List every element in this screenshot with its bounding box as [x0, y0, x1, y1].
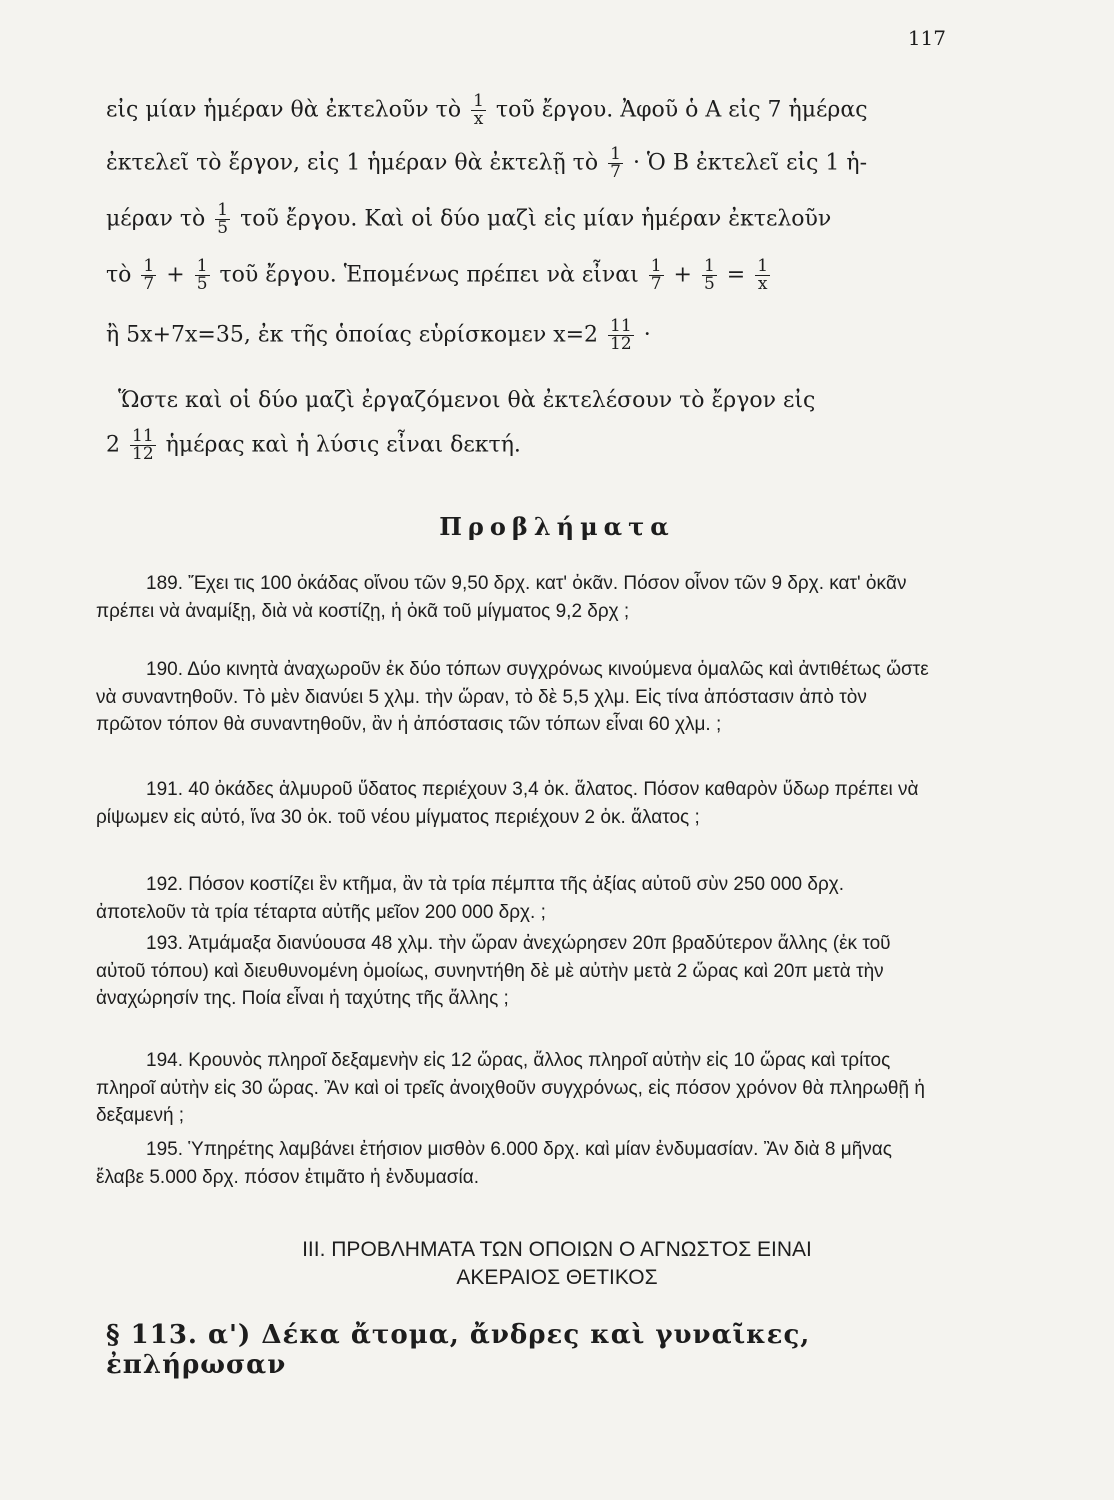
fraction-numerator: 11: [610, 316, 632, 336]
fraction-numerator: 1: [703, 256, 715, 276]
problem-191: [96, 776, 938, 831]
problem-193: [96, 930, 938, 1013]
intro-line-6: Ὥστε καὶ οἱ δύο μαζὶ ἐργαζόμενοι θὰ ἐκτελέσουν τὸ ἔργον εἰς: [118, 388, 816, 413]
fraction: [471, 93, 486, 128]
intro-text: τοῦ ἔργου. Καὶ οἱ δύο μαζὶ εἰς μίαν ἡμέραν ἐκτελοῦν: [240, 206, 832, 232]
fraction: [608, 318, 634, 353]
problem-190: [96, 656, 938, 739]
intro-line-4: [106, 258, 938, 293]
fraction: [755, 258, 770, 293]
fraction: [702, 258, 717, 293]
problem-194: [96, 1047, 938, 1130]
intro-line-1: [106, 93, 938, 128]
fraction-numerator: 11: [132, 426, 154, 446]
problem-text: 192. Πόσον κοστίζει ἓν κτῆμα, ἂν τὰ τρία πέμπτα τῆς ἀξίας αὐτοῦ σὺν 250 000 δρχ. ἀποτελοῦν τὰ τρία τέταρτα αὐτῆς μεῖον 200 000 δρχ. ;: [96, 874, 845, 923]
chapter-heading-line-1: ΙΙΙ. ΠΡΟΒΛΗΜΑΤΑ ΤΩΝ ΟΠΟΙΩΝ Ο ΑΓΝΩΣΤΟΣ ΕΙΝΑΙ: [302, 1238, 812, 1261]
fraction-numerator: 1: [610, 144, 621, 164]
chapter-heading-line-2: ΑΚΕΡΑΙΟΣ ΘΕΤΙΚΟΣ: [456, 1266, 658, 1289]
fraction-denominator: 12: [132, 444, 154, 464]
fraction-denominator: 5: [196, 274, 208, 294]
intro-line-7: [106, 428, 938, 463]
problem-text: 194. Κρουνὸς πληροῖ δεξαμενὴν εἰς 12 ὥρας, ἄλλος πληροῖ αὐτὴν εἰς 10 ὥρας καὶ τρίτος πληροῖ αὐτὴν εἰς 30 ὥρας. Ἂν καὶ οἱ τρεῖς ἀνοιχθοῦν συγχρόνως, εἰς πόσον χρόνον θὰ πληρωθῇ ἡ δεξαμενή ;: [96, 1050, 925, 1127]
problem-text: 190. Δύο κινητὰ ἀναχωροῦν ἐκ δύο τόπων συγχρόνως κινούμενα ὁμαλῶς καὶ ἀντιθέτως ὥστε νὰ συναντηθοῦν. Τὸ μὲν διανύει 5 χλμ. τὴν ὥραν, τὸ δὲ 5,5 χλμ. Εἰς τίνα ἀπόστασιν ἀπὸ τὸν πρῶτον τόπον θὰ συναντηθοῦν, ἂν ἡ ἀπόστασις τῶν τόπων εἶναι 60 χλμ. ;: [96, 659, 929, 736]
intro-text: 2: [106, 432, 120, 458]
fraction-denominator: x: [473, 109, 484, 129]
fraction-denominator: x: [757, 274, 768, 294]
intro-text: ·: [643, 322, 651, 348]
intro-text: · Ὁ Β ἐκτελεῖ εἰς 1 ἡ-: [632, 150, 868, 176]
fraction-numerator: 1: [650, 256, 662, 276]
fraction-denominator: 7: [143, 274, 155, 294]
page-number: 117: [907, 26, 946, 50]
fraction-denominator: 5: [217, 218, 229, 238]
fraction-denominator: 7: [610, 162, 621, 182]
section-title: Προβλήματα: [439, 512, 675, 541]
intro-text: ἡμέρας καὶ ἡ λύσις εἶναι δεκτή.: [165, 432, 521, 458]
fraction: [608, 146, 623, 181]
fraction-denominator: 12: [610, 334, 632, 354]
intro-text: εἰς μίαν ἡμέραν θὰ ἐκτελοῦν τὸ: [106, 97, 462, 123]
fraction-denominator: 7: [650, 274, 662, 294]
fraction: [130, 428, 156, 463]
fraction-numerator: 1: [143, 256, 155, 276]
paragraph-heading: § 113. α') Δέκα ἄτομα, ἄνδρες καὶ γυναῖκες, ἐπλήρωσαν: [106, 1320, 811, 1380]
intro-text: τοῦ ἔργου. Ἀφοῦ ὁ Α εἰς 7 ἡμέρας: [495, 97, 868, 123]
problem-text: 191. 40 ὀκάδες ἁλμυροῦ ὕδατος περιέχουν 3,4 ὀκ. ἅλατος. Πόσον καθαρὸν ὕδωρ πρέπει νὰ ρίψωμεν εἰς αὐτό, ἵνα 30 ὀκ. τοῦ νέου μίγματος περιέχουν 2 ὀκ. ἅλατος ;: [96, 779, 919, 828]
plus-sign: +: [166, 262, 185, 288]
equals-sign: =: [726, 262, 746, 288]
fraction: [141, 258, 156, 293]
plus-sign: +: [673, 262, 692, 288]
intro-line-5: [106, 318, 938, 353]
fraction-numerator: 1: [217, 200, 229, 220]
fraction-numerator: 1: [757, 256, 769, 276]
intro-text: μέραν τὸ: [106, 206, 206, 232]
fraction-numerator: 1: [473, 91, 484, 111]
problem-195: [96, 1136, 938, 1191]
fraction: [649, 258, 664, 293]
problem-text: 189. Ἔχει τις 100 ὀκάδας οἴνου τῶν 9,50 δρχ. κατ' ὀκᾶν. Πόσον οἶνον τῶν 9 δρχ. κατ' ὀκᾶν πρέπει νὰ ἀναμίξῃ, διὰ νὰ κοστίζῃ, ἡ ὀκᾶ τοῦ μίγματος 9,2 δρχ ;: [96, 573, 907, 622]
problem-text: 193. Ἀτμάμαξα διανύουσα 48 χλμ. τὴν ὥραν ἀνεχώρησεν 20π βραδύτερον ἄλλης (ἐκ τοῦ αὐτοῦ τόπου) καὶ διευθυνομένη ὁμοίως, συνηντήθη δὲ μὲ αὐτὴν μετὰ 2 ὥρας καὶ 20π μετὰ τὴν ἀναχώρησίν της. Ποία εἶναι ἡ ταχύτης τῆς ἄλλης ;: [96, 933, 891, 1010]
intro-text: ἐκτελεῖ τὸ ἔργον, εἰς 1 ἡμέραν θὰ ἐκτελῇ τὸ: [106, 150, 599, 176]
fraction: [215, 202, 230, 237]
problem-192: [96, 871, 938, 926]
intro-line-2: [106, 146, 938, 181]
fraction-numerator: 1: [196, 256, 208, 276]
intro-text: ἢ 5x+7x=35, ἐκ τῆς ὁποίας εὑρίσκομεν x=2: [106, 322, 599, 348]
problem-text: 195. Ὑπηρέτης λαμβάνει ἐτήσιον μισθὸν 6.000 δρχ. καὶ μίαν ἐνδυμασίαν. Ἂν διὰ 8 μῆνας ἔλαβε 5.000 δρχ. πόσον ἐτιμᾶτο ἡ ἐνδυμασία.: [96, 1139, 892, 1188]
intro-text: τοῦ ἔργου. Ἑπομένως πρέπει νὰ εἶναι: [219, 262, 639, 288]
intro-line-3: [106, 202, 938, 237]
intro-text: τὸ: [106, 262, 132, 288]
fraction-denominator: 5: [703, 274, 715, 294]
problem-189: [96, 570, 938, 625]
fraction: [195, 258, 210, 293]
